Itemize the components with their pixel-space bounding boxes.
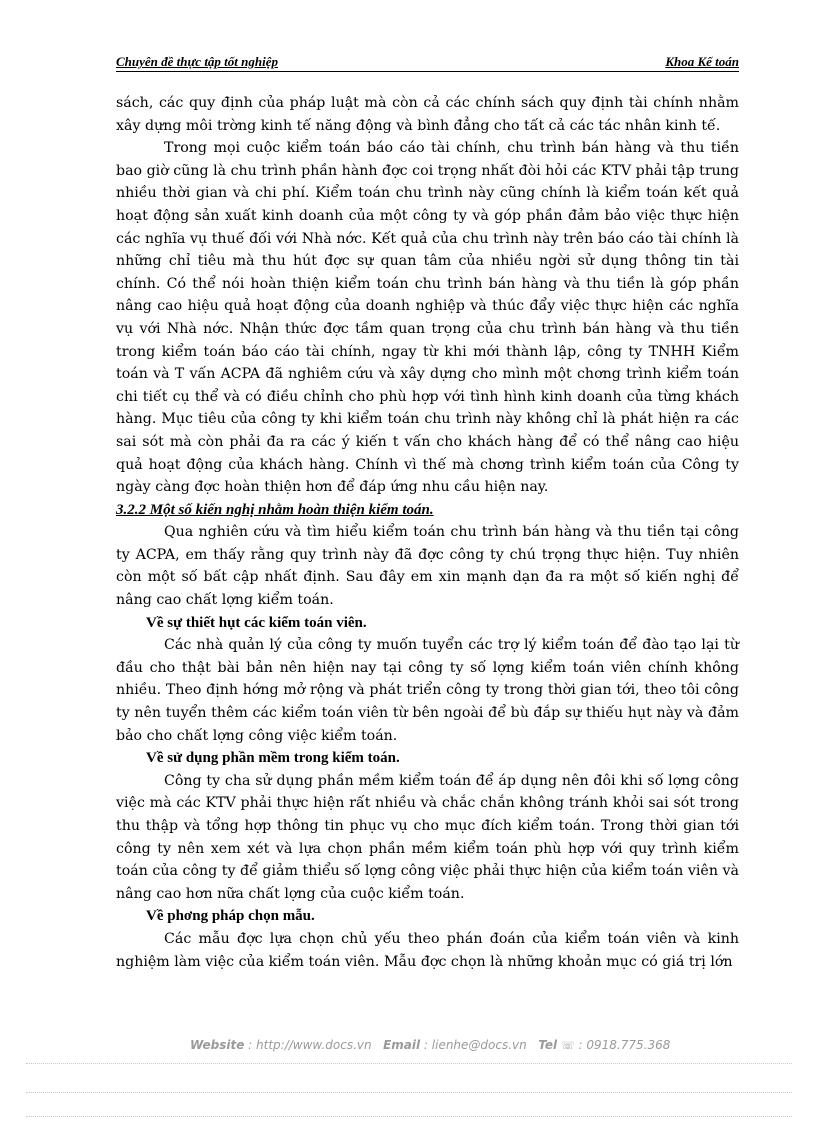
website-label: Website	[190, 1038, 245, 1052]
page-footer	[190, 1038, 670, 1056]
header-title: Chuyên đề thực tập tốt nghiệp	[116, 54, 278, 69]
heading-software: Về sử dụng phần mềm trong kiểm toán.	[146, 750, 400, 767]
email-value: : lienhe@docs.vn	[423, 1038, 527, 1052]
heading-staff-shortage: Về sự thiết hụt các kiểm toán viên.	[146, 614, 367, 631]
paragraph-6: Các mẫu đợc lựa chọn chủ yếu theo phán đoán của kiểm toán viên và kinh nghiệm làm việc của kiểm toán viên. Mẫu đợc chọn là những khoản mục có giá trị lớn	[116, 930, 739, 970]
paragraph-2: Trong mọi cuộc kiểm toán báo cáo tài chính, chu trình bán hàng và thu tiền bao giờ cũng là chu trình phần hành đợc coi trọng nhất đòi hỏi các KTV phải tập trung nhiều thời gian và chi phí. Kiểm toán chu trình này cũng chính là kiểm toán kết quả hoạt động sản xuất kinh doanh của một công ty và góp phần đảm bảo việc thực hiện các nghĩa vụ thuế đối với Nhà nớc. Kết quả của chu trình này trên báo cáo tài chính là những chỉ tiêu mà thu hút đợc sự quan tâm của nhiều ngời sử dụng thông tin tài chính. Có thể nói hoàn thiện kiểm toán chu trình bán hàng và thu tiền là góp phần nâng cao hiệu quả hoạt động của doanh nghiệp và thúc đẩy việc thực hiện các nghĩa vụ với Nhà nớc. Nhận thức đợc tầm quan trọng của chu trình bán hàng và thu tiền trong kiểm toán báo cáo tài chính, ngay từ khi mới thành lập, công ty TNHH Kiểm toán và T vấn ACPA đã nghiêm cứu và xây dựng cho mình một chơng trình kiểm toán chi tiết cụ thể và có điều chỉnh cho phù hợp với tình hình kinh doanh của từng khách hàng. Mục tiêu của công ty khi kiểm toán chu trình này không chỉ là phát hiện ra các sai sót mà còn phải đa ra các ý kiến t vấn cho khách hàng để có thể nâng cao hiệu quả hoạt động của khách hàng. Chính vì thế mà chơng trình kiểm toán của Công ty ngày càng đợc hoàn thiện hơn để đáp ứng nhu cầu hiện nay.	[116, 140, 739, 496]
paragraph-1: sách, các quy định của pháp luật mà còn cả các chính sách quy định tài chính nhằm xây dựng môi trờng kinh tế năng động và bình đẳng cho tất cả các tác nhân kinh tế.	[116, 95, 739, 134]
section-title: 3.2.2 Một số kiến nghị nhằm hoàn thiện kiểm toán.	[116, 501, 434, 518]
paragraph-3: Qua nghiên cứu và tìm hiểu kiểm toán chu trình bán hàng và thu tiền tại công ty ACPA, em thấy rằng quy trình này đã đợc công ty chú trọng thực hiện. Tuy nhiên còn một số bất cập nhất định. Sau đây em xin mạnh dạn đa ra một số kiến nghị để nâng cao chất lợng kiểm toán.	[116, 524, 739, 609]
email-label: Email	[383, 1038, 421, 1052]
paragraph-5: Công ty cha sử dụng phần mềm kiểm toán để áp dụng nên đôi khi số lợng công việc mà các KTV phải thực hiện rất nhiều và chắc chắn không tránh khỏi sai sót trong thu thập và tổng hợp thông tin phục vụ cho mục đích kiểm toán. Trong thời gian tới công ty nên xem xét và lựa chọn phần mềm kiểm toán phù hợp với quy trình kiểm toán của công ty để giảm thiểu số lợng công việc phải thực hiện của kiểm toán viên và nâng cao hơn nữa chất lợng của cuộc kiểm toán.	[116, 772, 739, 902]
heading-sampling: Về phơng pháp chọn mẫu.	[146, 908, 315, 925]
phone-icon: ☏	[560, 1039, 575, 1052]
document-body	[116, 92, 739, 973]
website-value: : http://www.docs.vn	[248, 1038, 372, 1052]
divider-dotted	[26, 1092, 792, 1093]
tel-label: Tel	[538, 1038, 558, 1052]
divider-dotted	[26, 1116, 792, 1117]
divider-dotted	[26, 1063, 792, 1064]
header-department: Khoa Kế toán	[665, 54, 739, 69]
page-header	[116, 53, 739, 72]
tel-value: : 0918.775.368	[578, 1038, 671, 1052]
paragraph-4: Các nhà quản lý của công ty muốn tuyển các trợ lý kiểm toán để đào tạo lại từ đầu cho thật bài bản nên hiện nay tại công ty số lợng kiểm toán viên chính không nhiều. Theo định hớng mở rộng và phát triển công ty trong thời gian tới, theo tôi công ty nên tuyển thêm các kiểm toán viên từ bên ngoài để bù đắp sự thiếu hụt này và đảm bảo cho chất lợng công việc kiểm toán.	[116, 637, 739, 744]
